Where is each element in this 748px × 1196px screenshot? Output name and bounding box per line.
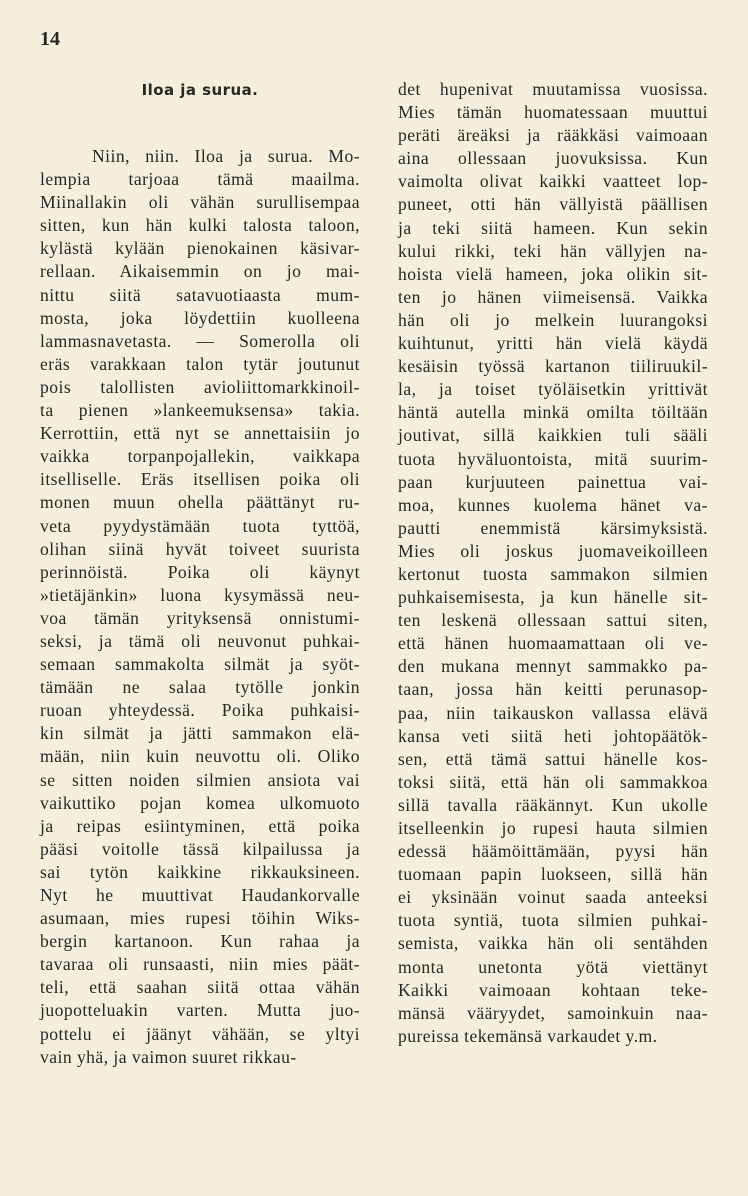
text-line: hoista vielä hameen, joka olikin sit- [398, 263, 708, 284]
text-line: rellaan. Aikaisemmin on jo mai- [40, 261, 360, 282]
text-line: ei yksinään voinut saada anteeksi [398, 887, 708, 908]
text-line: vaikuttiko pojan komea ulkomuoto [40, 792, 360, 813]
text-line: vaikka torpanpojallekin, vaikkapa [40, 446, 360, 467]
text-line: lammasnavetasta. — Somerolla oli [40, 330, 360, 351]
text-line: häntä autella minkä omilta töiltään [398, 402, 708, 423]
text-line: mosta, joka löydettiin kuolleena [40, 307, 360, 328]
page-number: 14 [40, 28, 60, 50]
text-line: bergin kartanoon. Kun rahaa ja [40, 931, 360, 952]
text-line: itselleenkin jo rupesi hauta silmien [398, 818, 708, 838]
text-line: vain yhä, ja vaimon suuret rikkau- [40, 1046, 297, 1067]
text-line: pois talollisten avioliittomarkkinoil- [40, 376, 360, 397]
text-line: taan, jossa hän keitti perunasop- [398, 679, 708, 700]
text-line: Kerrottiin, että nyt se annettaisiin jo [40, 423, 360, 444]
text-line: ja teki siitä hameen. Kun sekin [398, 217, 708, 238]
text-line: teli, että saahan siitä ottaa vähän [40, 977, 360, 998]
text-line: ten leskenä ollessaan sattui siten, [398, 610, 708, 631]
text-line: juopotteluakin varten. Mutta juo- [40, 1000, 360, 1021]
text-line: paa, niin taikauskon vallassa elävä [398, 702, 708, 723]
text-line: pottelu ei jäänyt vähään, se yltyi [40, 1023, 360, 1044]
text-line: hän oli jo melkein luurangoksi [398, 309, 708, 330]
text-line: tuomaan papin luokseen, sillä hän [398, 864, 708, 885]
text-line: sai tytön kaikkine rikkauksineen. [40, 861, 360, 882]
right-column-text [398, 78, 708, 1048]
text-line: Mies tämän huomatessaan muuttui [398, 102, 708, 123]
text-line: edessä häämöittämään, pyysi hän [398, 841, 708, 862]
text-line: det hupenivat muutamissa vuosissa. [398, 79, 708, 99]
text-line: Mies oli joskus juomaveikoilleen [398, 540, 708, 561]
text-line: asumaan, mies rupesi töihin Wiks- [40, 908, 360, 929]
text-line: vaimolta olivat kaikki vaatteet lop- [398, 171, 708, 192]
text-line: pautti enemmistä kärsimyksistä. [398, 517, 708, 538]
text-line: kertonut tuosta sammakon silmien [398, 563, 708, 584]
text-line: ten jo hänen viimeisensä. Vaikka [398, 286, 708, 307]
text-line: aina ollessaan juovuksissa. Kun [398, 148, 708, 169]
text-line: mänsä vääryydet, samoinkuin naa- [398, 1002, 708, 1023]
text-line: seksi, ja tämä oli neuvonut puhkai- [40, 630, 360, 651]
text-line: »tietäjänkin» luona kysymässä neu- [40, 584, 360, 605]
text-line: puneet, otti hän vällyistä päällisen [398, 194, 708, 215]
left-column [40, 78, 360, 1069]
text-line: Nyt he muuttivat Haudankorvalle [40, 885, 360, 905]
text-line: Miinallakin oli vähän surullisempaa [40, 192, 360, 213]
text-line: että hänen huomaamattaan oli ve- [398, 633, 708, 654]
text-line: tuota hyväluontoista, mitä suurim- [398, 448, 708, 469]
text-line: sillä tavalla rääkännyt. Kun ukolle [398, 794, 708, 815]
text-line: den mukana mennyt sammakko pa- [398, 656, 708, 677]
right-column [398, 78, 708, 1048]
text-line: paan kurjuuteen painettua vai- [398, 471, 708, 492]
text-line: ja reipas esiintyminen, että poika [40, 815, 360, 836]
text-line: lempia tarjoaa tämä maailma. [40, 169, 360, 190]
text-line: sitten, kun hän kulki talosta taloon, [40, 215, 360, 236]
text-line: ruoan yhteydessä. Poika puhkaisi- [40, 700, 360, 721]
text-line: nittu siitä satavuotiaasta mum- [40, 284, 360, 305]
text-line: Niin, niin. Iloa ja surua. Mo- [92, 146, 360, 166]
text-line: sen, että tämä sattui hänelle kos- [398, 748, 708, 769]
text-line: veta pyydystämään tuota tyttöä, [40, 515, 360, 536]
text-line: pääsi voitolle tässä kilpailussa ja [40, 838, 360, 859]
text-line: voa tämän yrityksensä onnistumi- [40, 607, 360, 628]
text-line: Kaikki vaimoaan kohtaan teke- [398, 979, 708, 1000]
text-line: moa, kunnes kuolema hänet va- [398, 494, 708, 515]
text-line: tämään ne salaa tytölle jonkin [40, 677, 360, 698]
text-line: kin silmät ja jätti sammakon elä- [40, 723, 360, 744]
text-line: monta unetonta yötä viettänyt [398, 956, 708, 977]
text-line: kansa veti siitä heti johtopäätök- [398, 725, 708, 746]
text-line: kesäisin työssä kartanon tiiliruukil- [398, 356, 708, 377]
text-line: olihan siinä hyvät toiveet suurista [40, 538, 360, 559]
text-line: semista, vaikka hän oli sentähden [398, 933, 708, 954]
text-line: itselliselle. Eräs itsellisen poika oli [40, 469, 360, 490]
text-line: mään, niin kuin neuvottu oli. Oliko [40, 746, 360, 767]
text-line: joutivat, sillä kaikkien tuli sääli [398, 425, 708, 446]
text-line: perinnöistä. Poika oli käynyt [40, 561, 360, 582]
text-line: tuota syntiä, tuota silmien puhkai- [398, 910, 708, 931]
text-line: se sitten noiden silmien ansiota vai [40, 769, 360, 790]
text-line: tavaraa oli runsaasti, niin mies päät- [40, 954, 360, 975]
text-line: semaan sammakolta silmät ja syöt- [40, 654, 360, 675]
text-line: kuihtunut, yritti hän vielä käydä [398, 333, 708, 354]
text-line: ta pienen »lankeemuksensa» takia. [40, 400, 360, 421]
article-title: Iloa ja surua. [141, 81, 259, 99]
text-line: eräs varakkaan talon tytär joutunut [40, 353, 360, 374]
left-column-text [40, 145, 360, 1069]
text-line: kului rikki, teki hän vällyjen na- [398, 240, 708, 261]
text-line: peräti äreäksi ja rääkkäsi vaimoaan [398, 125, 708, 146]
text-line: puhkaisemisesta, ja kun hänelle sit- [398, 587, 708, 608]
text-line: la, ja toiset työläisetkin yrittivät [398, 379, 708, 400]
text-line: kylästä kylään pienokainen käsivar- [40, 238, 360, 259]
text-line: pureissa tekemänsä varkaudet y.m. [398, 1025, 658, 1046]
text-line: monen muun ohella päättänyt ru- [40, 492, 360, 513]
text-line: toksi siitä, että hän oli sammakkoa [398, 771, 708, 792]
